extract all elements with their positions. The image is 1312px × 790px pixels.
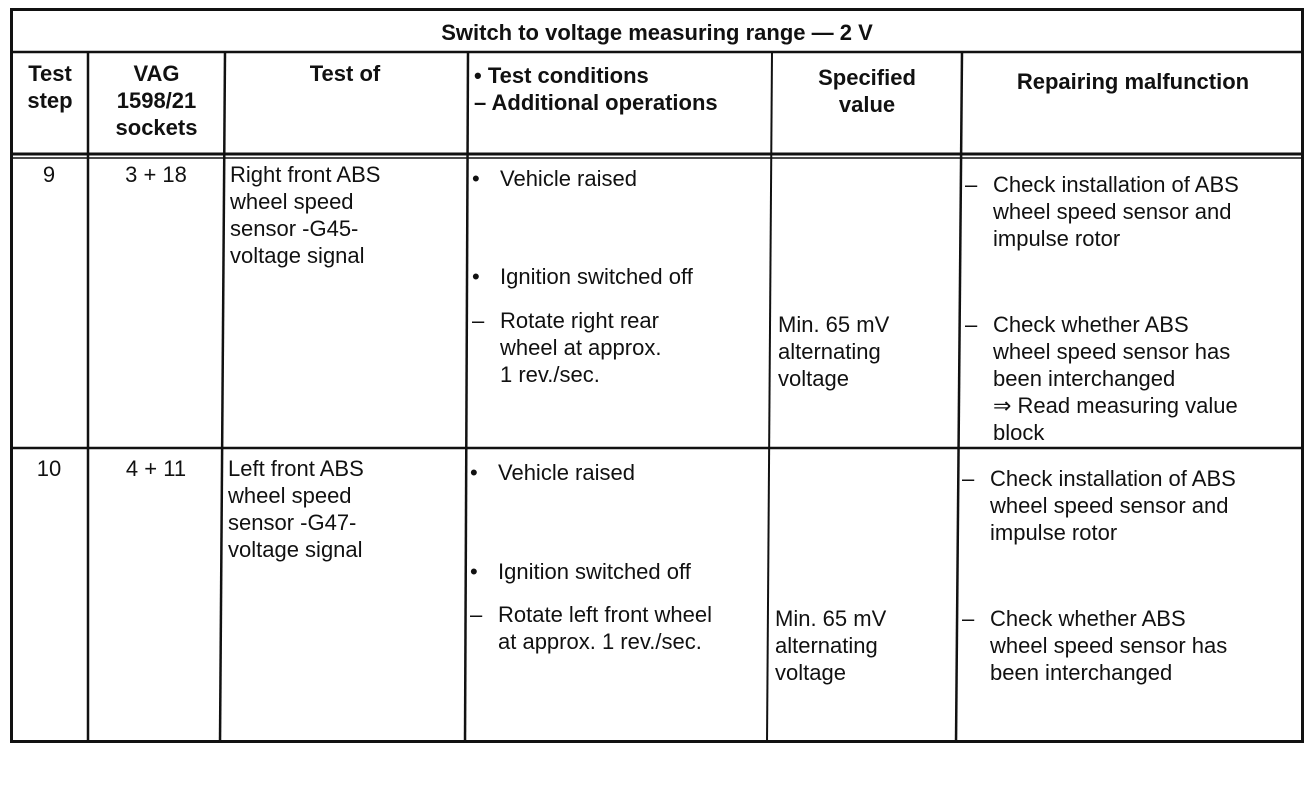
header-sockets: VAG 1598/21 sockets [115,61,198,140]
dash-marker: – [470,602,483,627]
bullet-marker: • [470,460,478,485]
row10-operation: – Rotate left front wheel at approx. 1 rev./sec. [470,602,713,654]
dash-marker: – [965,172,978,197]
header-test-of: Test of [309,61,381,86]
row9-test-of: Right front ABS wheel speed sensor -G45- voltage signal [230,162,381,268]
bullet-marker: • [470,559,478,584]
row9-repair-installation: – Check installation of ABS wheel speed sensor and impulse rotor [965,172,1239,251]
row9-condition-vehicle: • Vehicle raised [472,166,637,191]
dash-marker: – [472,308,485,333]
row10-step: 10 [36,456,62,481]
dash-marker: – [962,606,975,631]
header-repairing-malfunction: Repairing malfunction [1016,69,1250,94]
dash-marker: – [965,312,978,337]
header-test-step: Test step [27,61,73,113]
row10-repair-interchanged: – Check whether ABS wheel speed sensor has been interchanged [962,606,1228,685]
row10-specified-value: Min. 65 mV alternating voltage [775,606,887,685]
row10-condition-vehicle: • Vehicle raised [470,460,635,485]
header-specified-value: Specified value [818,65,916,117]
bullet-marker: • [472,166,480,191]
row9-operation: – Rotate right rear wheel at approx. 1 rev./sec. [472,308,662,387]
row10-sockets: 4 + 11 [125,456,187,481]
procedure-table [10,8,1304,743]
dash-marker: – [962,466,975,491]
header-conditions: • Test conditions – Additional operations [474,63,718,115]
bullet-marker: • [472,264,480,289]
row9-condition-ignition: • Ignition switched off [472,264,693,289]
row10-repair-installation: – Check installation of ABS wheel speed sensor and impulse rotor [962,466,1236,545]
row10-condition-ignition: • Ignition switched off [470,559,691,584]
table-title: Switch to voltage measuring range — 2 V [441,20,873,45]
row9-step: 9 [42,162,56,187]
row9-repair-interchanged: – Check whether ABS wheel speed sensor has been interchanged ⇒ Read measuring value block [965,312,1238,445]
row10-test-of: Left front ABS wheel speed sensor -G47- voltage signal [228,456,364,562]
row9-sockets: 3 + 18 [125,162,187,187]
row9-specified-value: Min. 65 mV alternating voltage [778,312,890,391]
